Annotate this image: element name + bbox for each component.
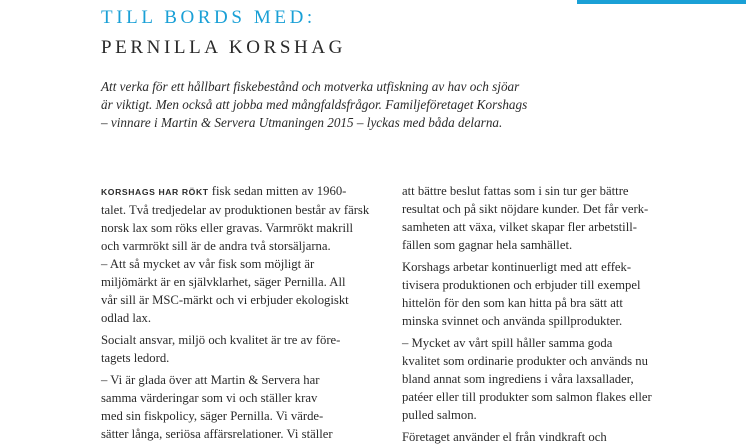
body-line: minska svinnet och använda spillprodukter. xyxy=(402,314,623,328)
corner-accent-tab xyxy=(577,0,746,4)
body-line: bland annat som ingrediens i våra laxsallader, xyxy=(402,372,634,386)
body-line: fällen som gagnar hela samhället. xyxy=(402,238,573,252)
body-line xyxy=(101,182,393,201)
page-title: PERNILLA KORSHAG xyxy=(101,37,346,58)
lead-paragraph xyxy=(101,78,661,132)
body-line: pulled salmon. xyxy=(402,408,477,422)
left-text-column xyxy=(101,182,393,443)
body-line: samma värderingar som vi och ställer krav xyxy=(101,391,318,405)
body-line: miljömärkt är en självklarhet, säger Pernilla. All xyxy=(101,275,346,289)
body-line: att bättre beslut fattas som i sin tur ger bättre xyxy=(402,184,629,198)
body-line: tivisera produktionen och erbjuder till exempel xyxy=(402,278,641,292)
body-line: och varmrökt sill är de andra två storsäljarna. xyxy=(101,239,331,253)
body-line: kvalitet som ordinarie produkter och används nu xyxy=(402,354,648,368)
body-text: fisk sedan mitten av 1960- xyxy=(208,184,347,198)
body-line: sätter långa, seriösa affärsrelationer. Vi ställer xyxy=(101,427,333,441)
lead-line: – vinnare i Martin & Servera Utmaningen 2015 – lyckas med båda delarna. xyxy=(101,115,503,130)
body-line: – Vi är glada över att Martin & Servera har xyxy=(101,373,320,387)
body-line: – Att så mycket av vår fisk som möjligt är xyxy=(101,257,315,271)
body-line: norsk lax som röks eller gravas. Varmrökt makrill xyxy=(101,221,354,235)
body-line: med sin fiskpolicy, säger Pernilla. Vi värde- xyxy=(101,409,324,423)
lead-line: är viktigt. Men också att jobba med mångfaldsfrågor. Familjeföretaget Korshags xyxy=(101,97,528,112)
section-kicker: TILL BORDS MED: xyxy=(101,7,316,28)
body-line: – Mycket av vårt spill håller samma goda xyxy=(402,336,613,350)
body-line: hittelön för den som kan hitta på bra sätt att xyxy=(402,296,623,310)
body-line: Socialt ansvar, miljö och kvalitet är tre av före- xyxy=(101,333,341,347)
lead-line: Att verka för ett hållbart fiskebestånd och motverka utfiskning av hav och sjöar xyxy=(101,79,520,94)
lead-in-caps: KORSHAGS HAR RÖKT xyxy=(101,187,209,197)
body-line: samheten att växa, vilket skapar fler arbetstill- xyxy=(402,220,637,234)
body-line: odlad lax. xyxy=(101,311,152,325)
body-line: tagets ledord. xyxy=(101,351,170,365)
body-line: vår sill är MSC-märkt och vi erbjuder ekologiskt xyxy=(101,293,349,307)
body-line: talet. Två tredjedelar av produktionen består av färsk xyxy=(101,203,370,217)
body-line: patéer eller till produkter som salmon flakes eller xyxy=(402,390,652,404)
body-line: resultat och på sikt nöjdare kunder. Det får verk- xyxy=(402,202,649,216)
body-line: Korshags arbetar kontinuerligt med att effek- xyxy=(402,260,632,274)
body-line: Företaget använder el från vindkraft och xyxy=(402,430,607,444)
right-text-column xyxy=(402,182,694,446)
